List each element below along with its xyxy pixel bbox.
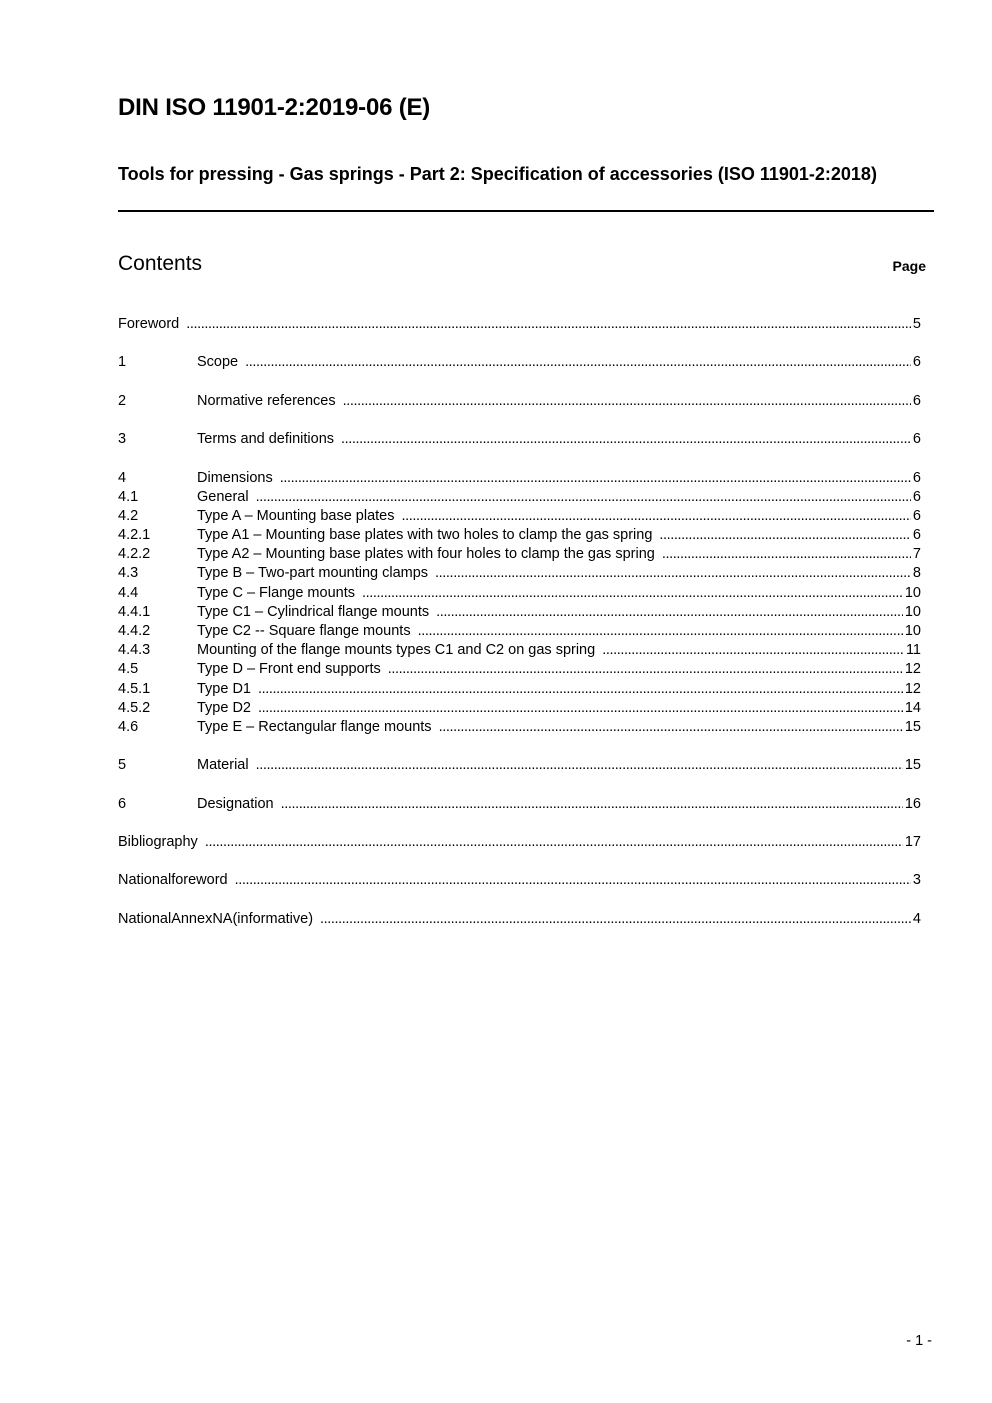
toc-entry-type-e[interactable] [118,718,921,737]
toc-leader-dots [388,660,903,679]
toc-entry-number: 4.2 [118,507,139,524]
toc-entry-title: Type C – Flange mounts [197,584,355,601]
title-divider [118,210,934,212]
toc-entry-title: Type C2 -- Square flange mounts [197,623,411,639]
toc-entry-title: Type A1 – Mounting base plates with two holes to clamp the gas spring [197,527,653,544]
toc-leader-dots [205,833,903,852]
toc-entry-number: 1 [118,354,127,371]
toc-leader-dots [402,507,911,526]
contents-heading: Contents [118,252,203,275]
toc-entry-number: 4.2.1 [118,527,151,544]
toc-entry-number: 4.4.2 [118,623,151,639]
toc-entry-page: 12 [904,680,921,697]
toc-entry-scope[interactable] [118,353,921,372]
toc-entry-material[interactable] [118,756,921,775]
toc-leader-dots [280,469,911,488]
toc-entry-page: 8 [912,565,921,582]
toc-entry-title: Type B – Two-part mounting clamps [197,565,429,582]
toc-entry-title: Type E – Rectangular flange mounts [197,718,432,735]
toc-entry-page: 3 [912,872,921,889]
toc-entry-type-a[interactable] [118,507,921,526]
toc-entry-type-a2[interactable] [118,545,921,564]
toc-entry-page: 14 [904,699,921,716]
toc-entry-number: 4.5 [118,661,139,678]
toc-leader-dots [245,353,911,372]
toc-entry-title: General [197,488,249,505]
toc-entry-page: 6 [912,507,921,524]
toc-leader-dots [435,564,911,583]
toc-entry-title: NationalAnnexNA(informative) [118,910,314,927]
toc-entry-page: 15 [904,718,921,735]
toc-entry-number: 4.4.3 [118,642,151,659]
toc-leader-dots [439,718,903,737]
toc-leader-dots [235,871,911,890]
toc-entry-page: 7 [912,546,921,563]
toc-entry-designation[interactable] [118,795,921,814]
toc-entry-number: 4.5.1 [118,680,151,697]
toc-leader-dots [659,526,911,545]
toc-entry-page: 12 [904,661,921,678]
toc-entry-page: 17 [904,834,921,851]
toc-entry-title: Type A – Mounting base plates [197,507,395,524]
toc-entry-title: Type D2 [197,699,251,716]
toc-leader-dots [281,795,903,814]
toc-entry-title: Designation [197,795,274,812]
toc-entry-title: Material [197,757,249,774]
toc-entry-title: Scope [197,354,239,371]
toc-entry-number: 4.5.2 [118,699,151,716]
toc-leader-dots [662,545,911,564]
toc-entry-number: 4 [118,469,127,486]
toc-entry-number: 4.4.1 [118,603,151,620]
toc-entry-number: 4.3 [118,565,139,582]
toc-entry-page: 6 [912,488,921,505]
toc-leader-dots [436,603,903,622]
toc-entry-number: 2 [118,392,127,409]
toc-entry-title: Dimensions [197,469,273,486]
toc-leader-dots [256,756,903,775]
toc-entry-type-d1[interactable] [118,680,921,699]
toc-entry-page: 10 [904,584,921,601]
toc-entry-number: 5 [118,757,127,774]
toc-entry-national-foreword[interactable] [118,871,921,890]
toc-entry-page: 6 [912,431,921,448]
toc-entry-page: 6 [912,354,921,371]
toc-entry-title: Bibliography [118,834,198,851]
toc-entry-general[interactable] [118,488,921,507]
toc-leader-dots [362,584,903,603]
toc-leader-dots [602,641,904,660]
toc-entry-title: Foreword [118,316,180,332]
toc-entry-number: 4.4 [118,584,139,601]
toc-entry-dimensions[interactable] [118,469,921,488]
toc-entry-title: Terms and definitions [197,431,335,448]
toc-entry-title: Type A2 – Mounting base plates with four holes to clamp the gas spring [197,546,655,563]
toc-entry-page: 16 [904,795,921,812]
toc-entry-page: 6 [912,392,921,409]
toc-entry-page: 5 [912,316,921,332]
toc-leader-dots [343,392,911,411]
toc-entry-page: 10 [904,603,921,620]
toc-leader-dots [186,315,911,334]
toc-entry-title: Normative references [197,392,336,409]
toc-entry-number: 6 [118,795,127,812]
toc-entry-type-c[interactable] [118,584,921,603]
toc-entry-page: 10 [904,623,921,639]
document-subtitle: Tools for pressing - Gas springs - Part 2: Specification of accessories (ISO 11901-2:2018) [118,164,877,184]
toc-entry-normative-references[interactable] [118,392,921,411]
toc-entry-type-b[interactable] [118,564,921,583]
toc-entry-title: Mounting of the flange mounts types C1 and C2 on gas spring [197,642,596,659]
toc-entry-foreword[interactable] [118,315,921,334]
toc-leader-dots [256,488,911,507]
table-of-contents [118,315,921,929]
toc-entry-title: Type D1 [197,680,251,697]
toc-leader-dots [320,910,911,929]
toc-entry-page: 6 [912,469,921,486]
toc-entry-terms-and-definitions[interactable] [118,430,921,449]
toc-entry-title: Type C1 – Cylindrical flange mounts [197,603,430,620]
toc-entry-national-annex[interactable] [118,910,921,929]
toc-leader-dots [341,430,911,449]
toc-leader-dots [258,680,903,699]
toc-entry-page: 6 [912,527,921,544]
toc-leader-dots [258,699,903,718]
page-column-heading: Page [892,258,926,274]
toc-entry-page: 15 [904,757,921,774]
document-title: DIN ISO 11901-2:2019-06 (E) [118,94,431,121]
page-number: - 1 - [906,1333,932,1349]
toc-entry-number: 4.2.2 [118,546,151,563]
toc-entry-page: 11 [905,642,921,659]
toc-entry-number: 3 [118,431,127,448]
toc-leader-dots [418,622,903,641]
toc-entry-type-d[interactable] [118,660,921,679]
toc-entry-type-d2[interactable] [118,699,921,718]
toc-entry-bibliography[interactable] [118,833,921,852]
toc-entry-type-c2[interactable] [118,622,921,641]
toc-entry-number: 4.6 [118,718,139,735]
toc-entry-number: 4.1 [118,488,139,505]
toc-entry-title: Nationalforeword [118,872,228,889]
toc-entry-mounting-flange[interactable] [118,641,921,660]
toc-entry-type-a1[interactable] [118,526,921,545]
toc-entry-page: 4 [912,910,921,927]
toc-entry-type-c1[interactable] [118,603,921,622]
toc-entry-title: Type D – Front end supports [197,661,381,678]
